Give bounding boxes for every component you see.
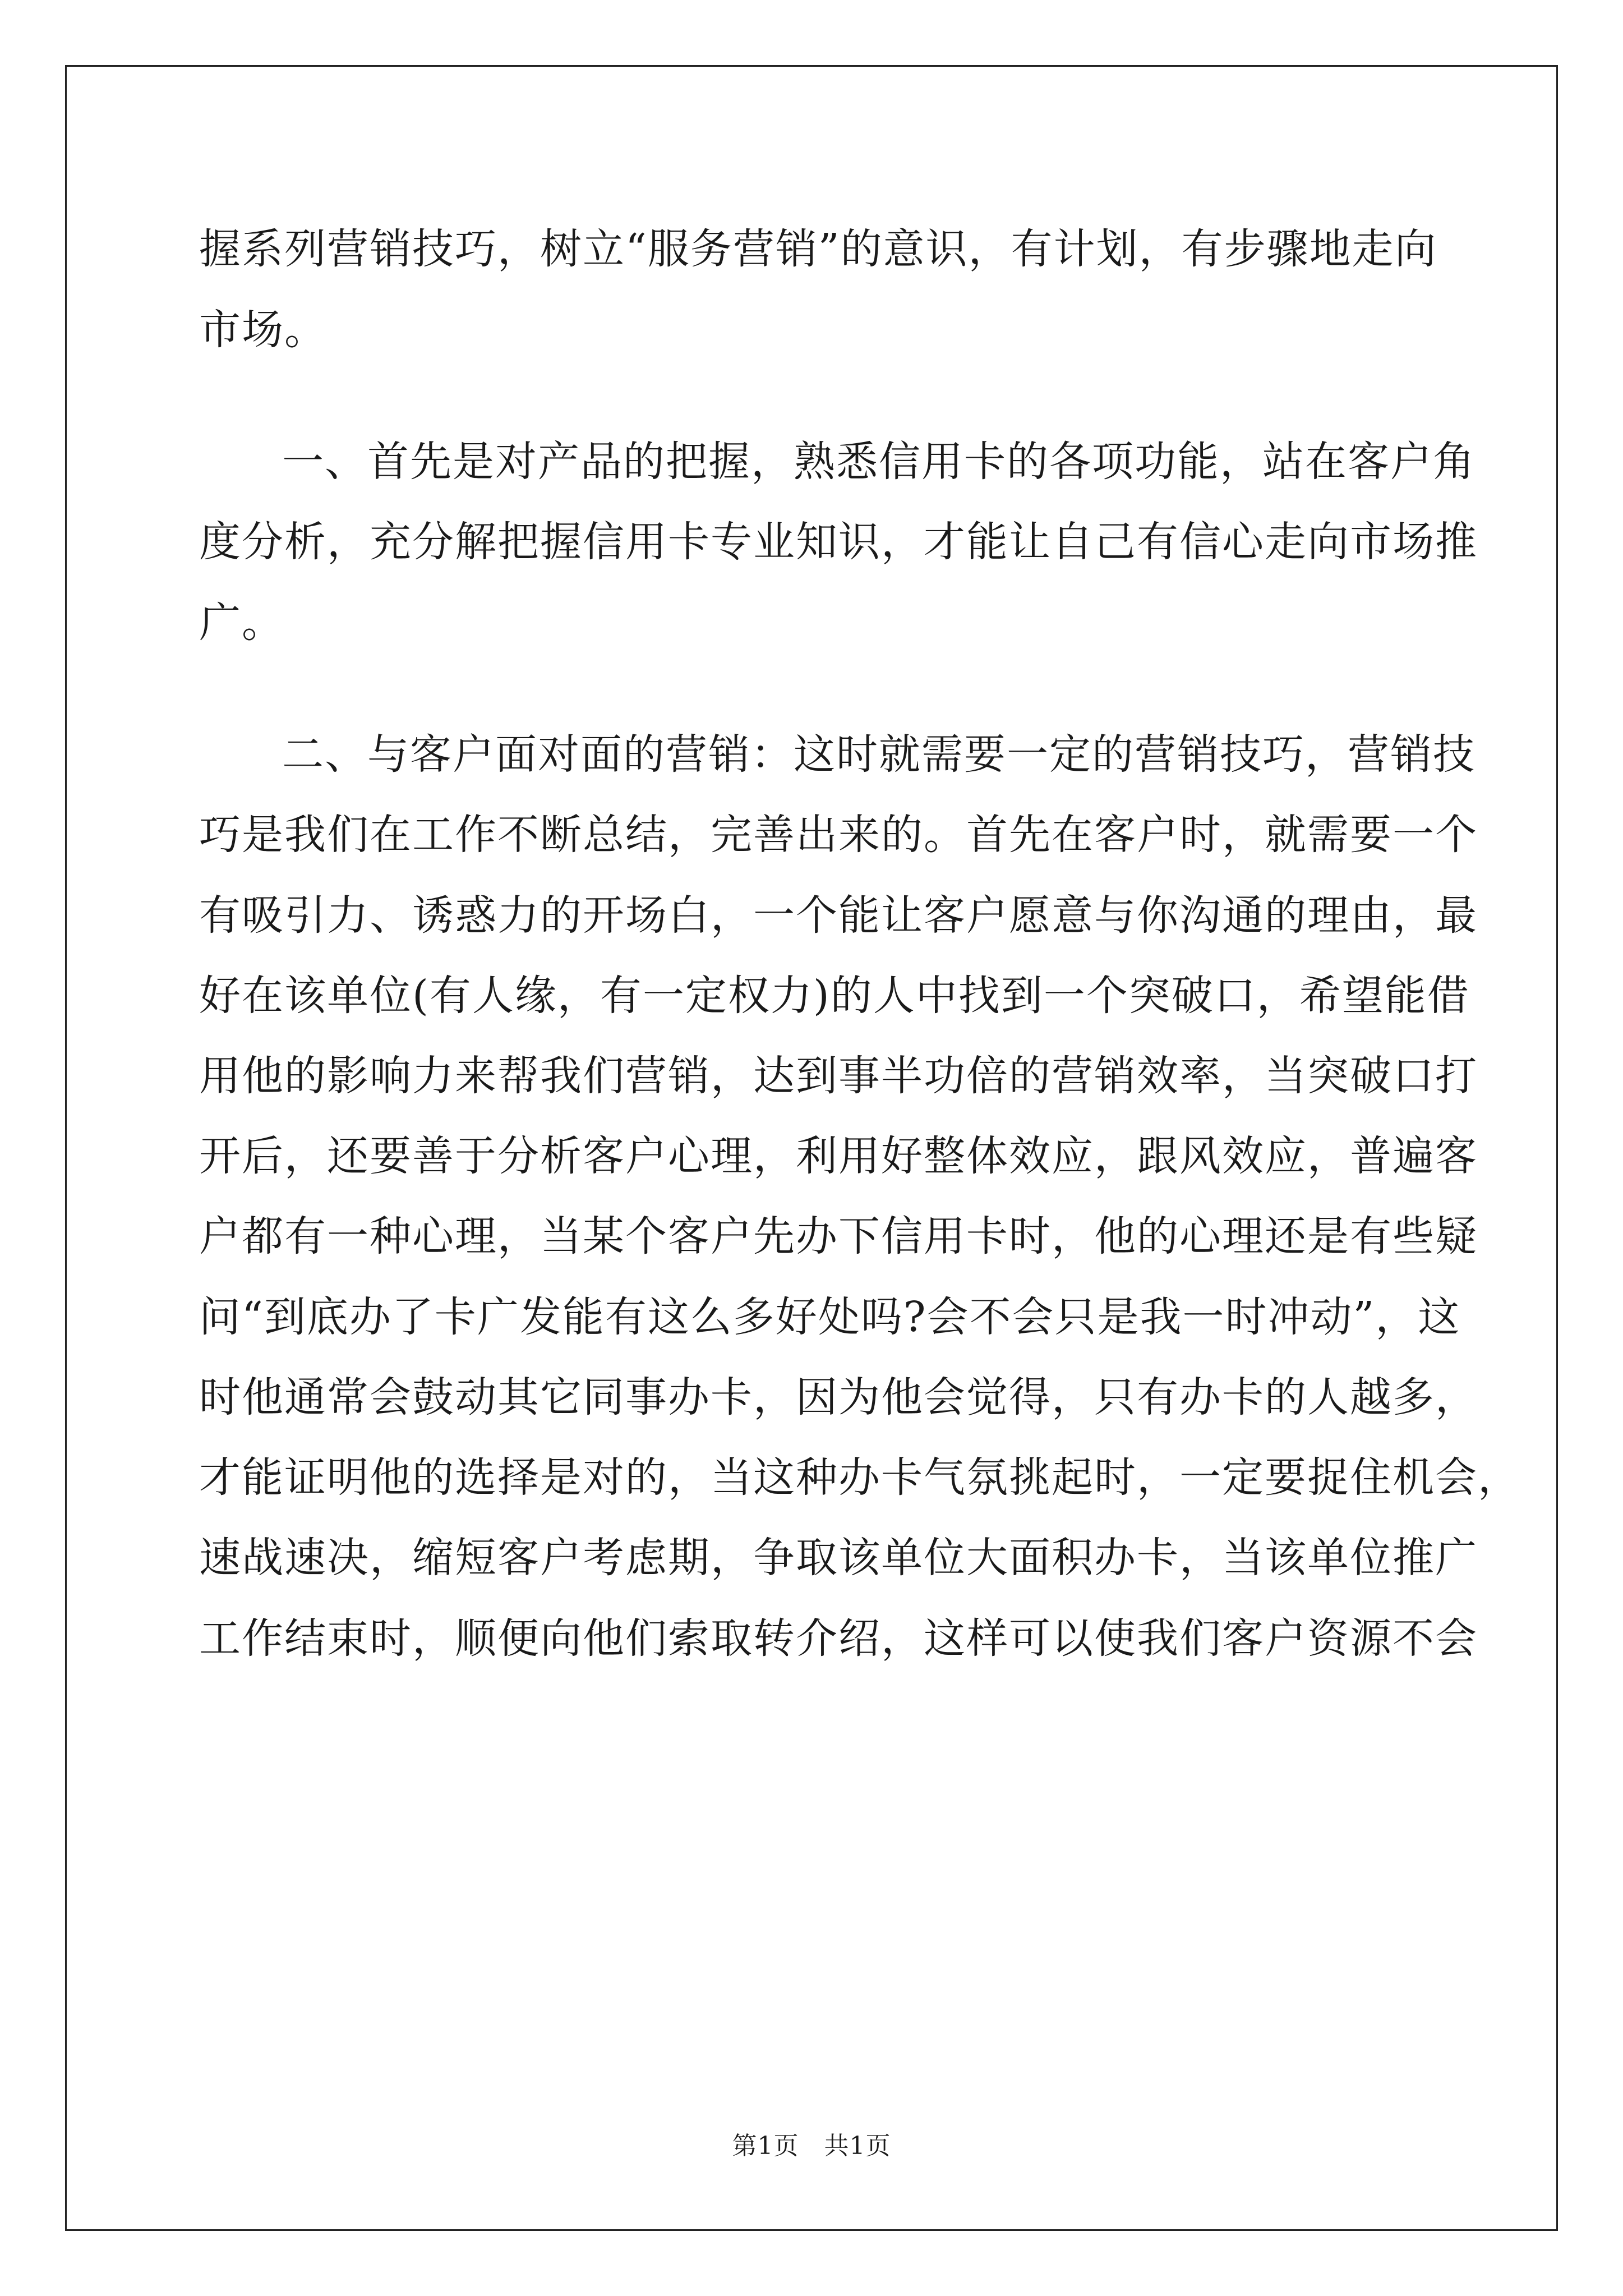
text-line: 好在该单位(有人缘，有一定权力)的人中找到一个突破口，希望能借: [199, 972, 1470, 1020]
text-line: 广。: [199, 599, 284, 647]
text-line: 时他通常会鼓动其它同事办卡，因为他会觉得，只有办卡的人越多，: [199, 1373, 1478, 1421]
text-line: 才能证明他的选择是对的，当这种办卡气氛挑起时，一定要捉住机会，: [199, 1453, 1520, 1502]
text-line: 市场。: [199, 306, 327, 354]
page-footer: 第1页 共1页: [732, 2132, 891, 2160]
text-line: 户都有一种心理，当某个客户先办下信用卡时，他的心理还是有些疑: [199, 1212, 1478, 1260]
text-line: 速战速决，缩短客户考虑期，争取该单位大面积办卡，当该单位推广: [199, 1534, 1478, 1582]
text-line: 问“到底办了卡广发能有这么多好处吗?会不会只是我一时冲动”，这: [199, 1293, 1461, 1341]
text-line: 开后，还要善于分析客户心理，利用好整体效应，跟风效应，普遍客: [199, 1132, 1478, 1180]
text-line: 巧是我们在工作不断总结，完善出来的。首先在客户时，就需要一个: [199, 811, 1478, 859]
text-line: 度分析，充分解把握信用卡专业知识，才能让自己有信心走向市场推: [199, 518, 1478, 566]
text-line: 用他的影响力来帮我们营销，达到事半功倍的营销效率，当突破口打: [199, 1052, 1478, 1100]
text-line: 有吸引力、诱惑力的开场白，一个能让客户愿意与你沟通的理由，最: [199, 891, 1478, 940]
paragraph-1-line: 一、首先是对产品的把握，熟悉信用卡的各项功能，站在客户角: [282, 438, 1476, 486]
text-line: 握系列营销技巧，树立“服务营销”的意识，有计划，有步骤地走向: [199, 225, 1437, 273]
text-line: 工作结束时，顺便向他们索取转介绍，这样可以使我们客户资源不会: [199, 1614, 1478, 1663]
paragraph-2-line: 二、与客户面对面的营销：这时就需要一定的营销技巧，营销技: [282, 730, 1476, 779]
